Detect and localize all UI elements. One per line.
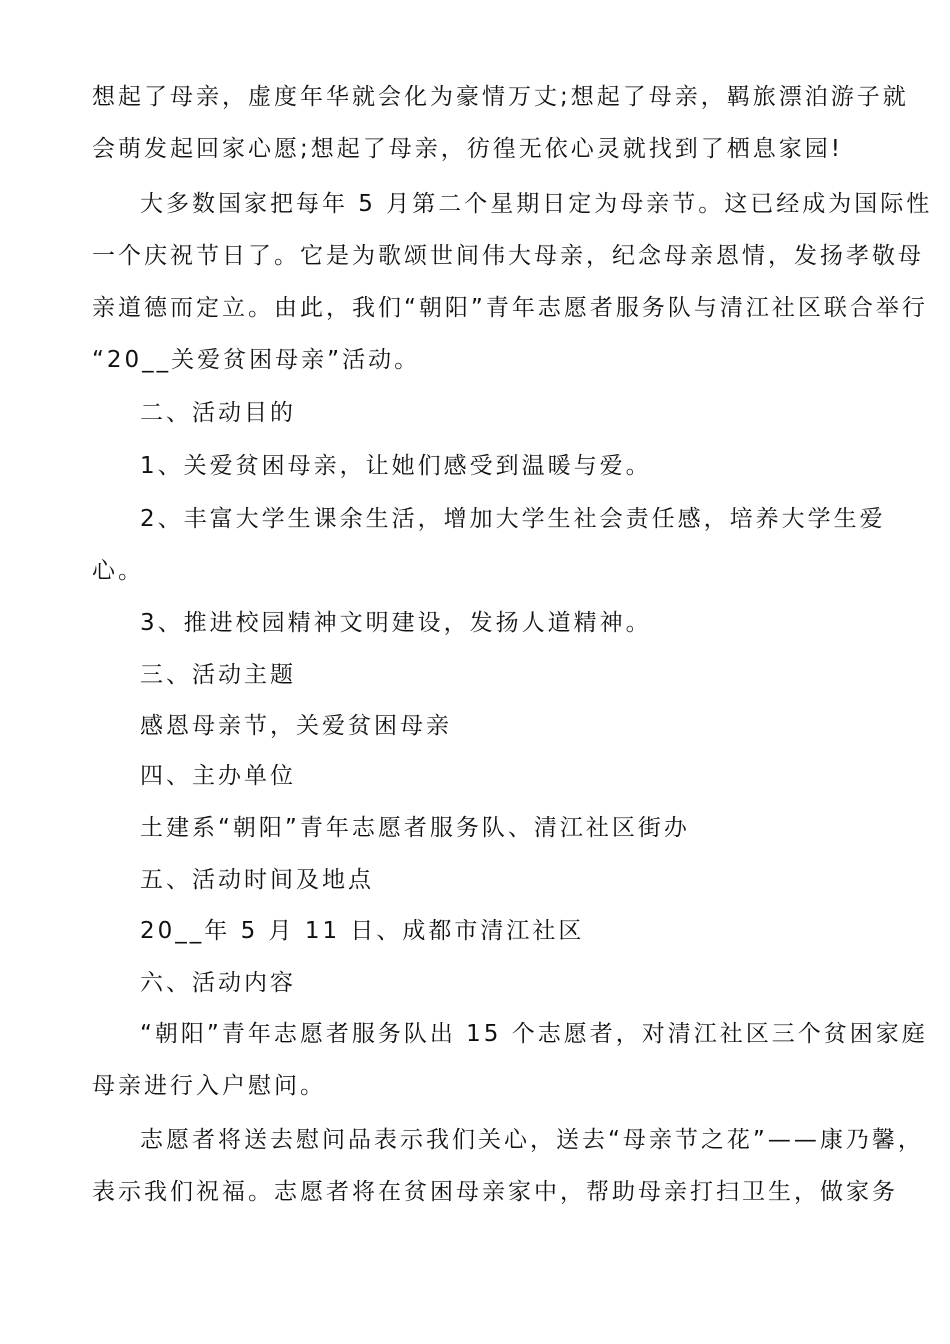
paragraph-line: 表示我们祝福。志愿者将在贫困母亲家中，帮助母亲打扫卫生，做家务 — [92, 1179, 898, 1205]
list-item: 2、丰富大学生课余生活，增加大学生社会责任感，培养大学生爱 — [140, 506, 886, 532]
paragraph-line: 20__年 5 月 11 日、成都市清江社区 — [140, 918, 585, 944]
paragraph-line: “朝阳”青年志愿者服务队出 15 个志愿者，对清江社区三个贫困家庭 — [140, 1021, 928, 1047]
list-item: 3、推进校园精神文明建设，发扬人道精神。 — [140, 610, 652, 636]
section-heading: 五、活动时间及地点 — [140, 867, 374, 893]
paragraph-line: 志愿者将送去慰问品表示我们关心，送去“母亲节之花”——康乃馨， — [140, 1127, 924, 1153]
list-item: 1、关爱贫困母亲，让她们感受到温暖与爱。 — [140, 453, 652, 479]
paragraph-line: “20__关爱贫困母亲”活动。 — [92, 347, 421, 373]
paragraph-line: 感恩母亲节，关爱贫困母亲 — [140, 713, 452, 739]
list-item-continuation: 心。 — [92, 558, 144, 584]
section-heading: 三、活动主题 — [140, 662, 296, 688]
section-heading: 二、活动目的 — [140, 400, 296, 426]
paragraph-line: 亲道德而定立。由此，我们“朝阳”青年志愿者服务队与清江社区联合举行 — [92, 295, 928, 321]
paragraph-line: 想起了母亲，虚度年华就会化为豪情万丈;想起了母亲，羁旅漂泊游子就 — [92, 84, 909, 110]
paragraph-line: 一个庆祝节日了。它是为歌颂世间伟大母亲，纪念母亲恩情，发扬孝敬母 — [92, 243, 924, 269]
section-heading: 六、活动内容 — [140, 970, 296, 996]
paragraph-line: 会萌发起回家心愿;想起了母亲，彷徨无依心灵就找到了栖息家园! — [92, 136, 843, 162]
section-heading: 四、主办单位 — [140, 763, 296, 789]
paragraph-line: 大多数国家把每年 5 月第二个星期日定为母亲节。这已经成为国际性 — [140, 191, 933, 217]
paragraph-line: 母亲进行入户慰问。 — [92, 1073, 326, 1099]
paragraph-line: 土建系“朝阳”青年志愿者服务队、清江社区街办 — [140, 815, 690, 841]
